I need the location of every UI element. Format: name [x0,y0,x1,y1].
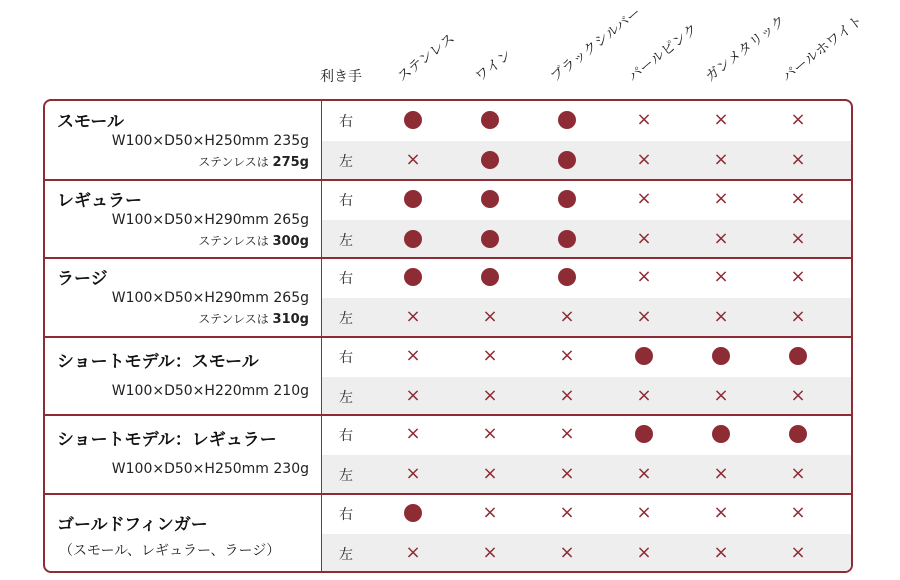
cross-icon: × [713,266,729,287]
unavailable-cross-icon [701,220,741,258]
hand-label: 左 [339,154,353,170]
row-right-hand [322,337,851,375]
cross-icon: × [790,187,806,209]
cross-icon: × [790,541,806,563]
cross-icon: × [790,463,806,484]
unavailable-cross-icon [547,337,587,375]
available-dot-icon [547,101,587,139]
available-dot-icon [470,101,510,139]
filled-circle-icon [558,111,576,129]
cross-icon: × [405,423,421,444]
model-group [45,180,851,259]
cross-icon: × [790,306,806,327]
unavailable-cross-icon [778,180,818,218]
model-label [45,258,321,337]
unavailable-cross-icon [778,141,818,179]
unavailable-cross-icon [547,298,587,336]
hand-label: 右 [339,271,353,287]
cross-icon: × [405,463,421,484]
header-color-pearl-pink: パールピンク [625,21,702,86]
unavailable-cross-icon [624,298,664,336]
unavailable-cross-icon [701,141,741,179]
cross-icon: × [713,541,729,563]
stainless-weight: 300g [272,233,309,249]
available-dot-icon [393,494,433,532]
model-spec: W100×D50×H250mm 230g [111,461,309,477]
available-dot-icon [470,220,510,258]
cross-icon: × [559,344,575,366]
hand-label: 右 [339,428,353,444]
unavailable-cross-icon [701,455,741,493]
unavailable-cross-icon [393,534,433,572]
filled-circle-icon [558,268,576,286]
unavailable-cross-icon [778,455,818,493]
cross-icon: × [713,227,729,249]
cross-icon: × [559,501,575,523]
cross-icon: × [405,384,421,406]
hand-label: 右 [339,506,353,523]
cross-icon: × [482,541,498,563]
hand-label: 右 [339,192,353,209]
cross-icon: × [790,227,806,249]
model-spec: W100×D50×H220mm 210g [111,382,309,399]
cross-icon: × [636,109,652,130]
cross-icon: × [559,306,575,327]
unavailable-cross-icon [470,377,510,415]
filled-circle-icon [404,111,422,129]
unavailable-cross-icon [624,180,664,218]
header-color-wine: ワイン [472,46,516,86]
filled-circle-icon [789,425,807,443]
filled-circle-icon [712,347,730,365]
cross-icon: × [713,149,729,170]
cross-icon: × [790,266,806,287]
hand-label: 右 [339,114,353,130]
cross-icon: × [636,266,652,287]
cross-icon: × [559,463,575,484]
available-dot-icon [701,337,741,375]
row-left-hand [322,534,851,572]
header-color-gunmetallic: ガンメタリック [702,12,789,86]
row-left-hand [322,141,851,179]
cross-icon: × [636,501,652,523]
model-label [45,494,321,573]
filled-circle-icon [712,425,730,443]
cross-icon: × [559,423,575,444]
filled-circle-icon [558,230,576,248]
unavailable-cross-icon [393,298,433,336]
unavailable-cross-icon [624,141,664,179]
unavailable-cross-icon [624,455,664,493]
hand-label: 左 [339,468,353,484]
model-spec-stainless: ステンレスは 275g [198,155,309,170]
cross-icon: × [713,463,729,484]
filled-circle-icon [635,425,653,443]
available-dot-icon [393,220,433,258]
cross-icon: × [482,423,498,444]
model-spec: W100×D50×H290mm 265g [111,290,309,306]
filled-circle-icon [558,190,576,208]
unavailable-cross-icon [547,415,587,453]
cross-icon: × [636,187,652,209]
unavailable-cross-icon [470,415,510,453]
available-dot-icon [778,337,818,375]
unavailable-cross-icon [393,415,433,453]
unavailable-cross-icon [778,220,818,258]
unavailable-cross-icon [393,141,433,179]
cross-icon: × [405,149,421,170]
available-dot-icon [778,415,818,453]
model-label [45,337,321,416]
cross-icon: × [713,384,729,406]
row-left-hand [322,220,851,258]
hand-label: 左 [339,389,353,406]
cross-icon: × [482,384,498,406]
filled-circle-icon [404,504,422,522]
filled-circle-icon [789,347,807,365]
unavailable-cross-icon [470,494,510,532]
stainless-weight: 310g [272,312,309,327]
filled-circle-icon [558,151,576,169]
model-group [45,415,851,494]
row-right-hand [322,415,851,453]
cross-icon: × [405,306,421,327]
row-right-hand [322,258,851,296]
cross-icon: × [482,344,498,366]
model-name: ショートモデル：レギュラー [57,430,277,450]
available-dot-icon [701,415,741,453]
filled-circle-icon [404,190,422,208]
row-right-hand [322,180,851,218]
cross-icon: × [636,541,652,563]
unavailable-cross-icon [470,455,510,493]
cross-icon: × [482,306,498,327]
available-dot-icon [470,180,510,218]
model-name: ラージ [57,269,108,289]
model-color-table [43,99,853,573]
cross-icon: × [790,501,806,523]
row-left-hand [322,377,851,415]
filled-circle-icon [404,230,422,248]
cross-icon: × [636,463,652,484]
cross-icon: × [405,344,421,366]
filled-circle-icon [481,268,499,286]
model-group [45,494,851,573]
model-name: ショートモデル：スモール [57,351,259,372]
hand-label: 右 [339,349,353,366]
available-dot-icon [470,141,510,179]
unavailable-cross-icon [393,455,433,493]
header-color-pearl-white: パールホワイト [779,12,867,86]
unavailable-cross-icon [393,377,433,415]
cross-icon: × [636,384,652,406]
available-dot-icon [547,141,587,179]
unavailable-cross-icon [547,494,587,532]
cross-icon: × [482,501,498,523]
available-dot-icon [547,258,587,296]
cross-icon: × [713,109,729,130]
unavailable-cross-icon [701,377,741,415]
cross-icon: × [559,384,575,406]
unavailable-cross-icon [701,534,741,572]
row-right-hand [322,101,851,139]
unavailable-cross-icon [470,534,510,572]
available-dot-icon [393,101,433,139]
unavailable-cross-icon [547,377,587,415]
available-dot-icon [470,258,510,296]
filled-circle-icon [481,111,499,129]
cross-icon: × [713,306,729,327]
cross-icon: × [790,109,806,130]
available-dot-icon [547,180,587,218]
cross-icon: × [790,149,806,170]
cross-icon: × [482,463,498,484]
cross-icon: × [636,227,652,249]
model-group [45,337,851,416]
unavailable-cross-icon [624,220,664,258]
cross-icon: × [405,541,421,563]
header-hand-label: 利き手 [320,69,362,85]
unavailable-cross-icon [778,298,818,336]
row-left-hand [322,298,851,336]
hand-label: 左 [339,232,353,249]
available-dot-icon [547,220,587,258]
model-spec-stainless: ステンレスは 310g [198,312,309,327]
header-color-stainless: ステンレス [394,30,459,86]
filled-circle-icon [481,190,499,208]
unavailable-cross-icon [624,534,664,572]
available-dot-icon [624,415,664,453]
row-right-hand [322,494,851,532]
cross-icon: × [559,541,575,563]
unavailable-cross-icon [624,377,664,415]
unavailable-cross-icon [624,101,664,139]
model-spec: W100×D50×H250mm 235g [111,133,309,149]
model-spec: W100×D50×H290mm 265g [111,211,309,228]
available-dot-icon [393,180,433,218]
header-color-black-silver: ブラックシルバー [547,4,645,86]
unavailable-cross-icon [701,101,741,139]
cross-icon: × [636,149,652,170]
unavailable-cross-icon [778,534,818,572]
cross-icon: × [636,306,652,327]
filled-circle-icon [481,151,499,169]
hand-label: 左 [339,311,353,327]
unavailable-cross-icon [701,494,741,532]
model-label [45,101,321,180]
unavailable-cross-icon [778,101,818,139]
model-spec: （スモール、レギュラー、ラージ） [59,542,281,559]
model-group [45,101,851,180]
model-label [45,415,321,494]
model-name: スモール [57,112,124,132]
filled-circle-icon [481,230,499,248]
model-name: レギュラー [57,190,142,211]
filled-circle-icon [635,347,653,365]
model-spec-stainless: ステンレスは 300g [198,233,309,249]
stainless-weight: 275g [272,155,309,170]
cross-icon: × [713,187,729,209]
unavailable-cross-icon [778,494,818,532]
model-label [45,180,321,259]
unavailable-cross-icon [470,298,510,336]
unavailable-cross-icon [547,455,587,493]
unavailable-cross-icon [393,337,433,375]
unavailable-cross-icon [701,258,741,296]
filled-circle-icon [404,268,422,286]
available-dot-icon [624,337,664,375]
available-dot-icon [393,258,433,296]
unavailable-cross-icon [624,258,664,296]
hand-label: 左 [339,546,353,563]
unavailable-cross-icon [701,298,741,336]
model-name: ゴールドフィンガー [57,514,208,535]
cross-icon: × [713,501,729,523]
unavailable-cross-icon [470,337,510,375]
unavailable-cross-icon [624,494,664,532]
row-left-hand [322,455,851,493]
model-group [45,258,851,337]
cross-icon: × [790,384,806,406]
unavailable-cross-icon [547,534,587,572]
unavailable-cross-icon [778,377,818,415]
unavailable-cross-icon [778,258,818,296]
unavailable-cross-icon [701,180,741,218]
